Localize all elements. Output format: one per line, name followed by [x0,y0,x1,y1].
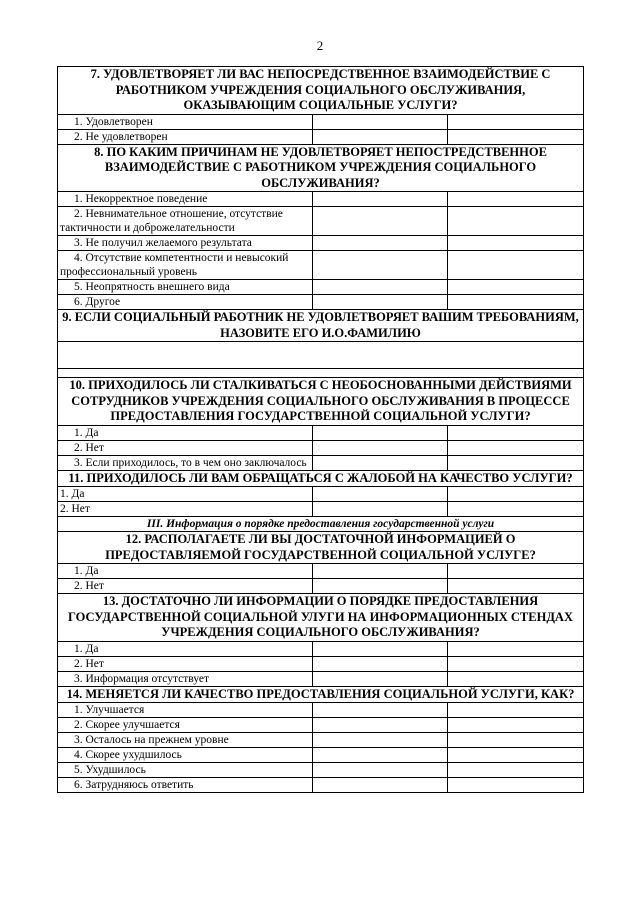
answer-cell[interactable] [313,236,448,251]
answer-cell[interactable] [448,763,584,778]
answer-cell[interactable] [448,564,584,579]
option-label: 2. Нет [58,656,313,671]
option-label: 2. Нет [58,579,313,594]
option-row [58,656,584,671]
answer-cell[interactable] [448,579,584,594]
option-label: 4. Скорее ухудшилось [58,748,313,763]
answer-cell[interactable] [313,703,448,718]
answer-cell[interactable] [313,748,448,763]
answer-cell[interactable] [448,280,584,295]
option-label: 3. Осталось на прежнем уровне [58,733,313,748]
option-row [58,114,584,129]
option-row [58,641,584,656]
option-row [58,207,584,236]
option-label: 6. Затрудняюсь ответить [58,778,313,793]
question-row [58,686,584,703]
answer-cell[interactable] [448,192,584,207]
question-text: 7. УДОВЛЕТВОРЯЕТ ЛИ ВАС НЕПОСРЕДСТВЕННОЕ ВЗАИМОДЕЙСТВИЕ С РАБОТНИКОМ УЧРЕЖДЕНИЯ СОЦИАЛЬНОГО ОБСЛУЖИВАНИЯ, ОКАЗЫВАЮЩИМ СОЦИАЛЬНЫЕ УСЛУГИ? [58,67,584,115]
question-text: 10. ПРИХОДИЛОСЬ ЛИ СТАЛКИВАТЬСЯ С НЕОБОСНОВАННЫМИ ДЕЙСТВИЯМИ СОТРУДНИКОВ УЧРЕЖДЕНИЯ СОЦИАЛЬНОГО ОБСЛУЖИВАНИЯ В ПРОЦЕССЕ ПРЕДОСТАВЛЕНИЯ ГОСУДАРСТВЕННОЙ СОЦИАЛЬНОЙ УСЛУГИ? [58,378,584,426]
answer-cell[interactable] [448,425,584,440]
answer-cell[interactable] [313,579,448,594]
name-answer-field[interactable] [58,342,584,369]
answer-cell[interactable] [448,207,584,236]
page-number: 2 [316,38,324,53]
answer-cell[interactable] [313,295,448,310]
option-row [58,251,584,280]
option-label: 5. Ухудшилось [58,763,313,778]
answer-cell[interactable] [448,502,584,517]
answer-cell[interactable] [313,502,448,517]
answer-cell[interactable] [313,763,448,778]
answer-cell[interactable] [448,114,584,129]
question-row [58,67,584,115]
option-row [58,236,584,251]
answer-cell[interactable] [448,778,584,793]
option-row [58,487,584,502]
answer-cell[interactable] [448,748,584,763]
answer-cell[interactable] [448,718,584,733]
option-label: 1. Да [58,487,313,502]
option-label: 6. Другое [58,295,313,310]
question-text: 11. ПРИХОДИЛОСЬ ЛИ ВАМ ОБРАЩАТЬСЯ С ЖАЛОБОЙ НА КАЧЕСТВО УСЛУГИ? [58,470,584,487]
answer-cell[interactable] [448,251,584,280]
answer-cell[interactable] [313,440,448,455]
option-row [58,671,584,686]
option-label: 1. Да [58,641,313,656]
answer-field-row[interactable] [58,342,584,369]
option-row [58,718,584,733]
answer-cell[interactable] [448,733,584,748]
option-label: 2. Скорее улучшается [58,718,313,733]
answer-cell[interactable] [313,778,448,793]
answer-cell[interactable] [313,671,448,686]
option-row [58,748,584,763]
answer-cell[interactable] [448,129,584,144]
spacer-row [58,369,584,378]
option-row [58,778,584,793]
option-row [58,295,584,310]
question-row [58,378,584,426]
option-row [58,703,584,718]
option-row [58,425,584,440]
question-text: 12. РАСПОЛАГАЕТЕ ЛИ ВЫ ДОСТАТОЧНОЙ ИНФОРМАЦИЕЙ О ПРЕДОСТАВЛЯЕМОЙ ГОСУДАРСТВЕННОЙ СОЦИАЛЬНОЙ УСЛУГЕ? [58,532,584,564]
option-row [58,733,584,748]
option-label: 2. Нет [58,440,313,455]
answer-cell[interactable] [448,295,584,310]
option-label: 3. Не получил желаемого результата [58,236,313,251]
answer-cell[interactable] [313,455,448,470]
option-row [58,564,584,579]
question-row [58,144,584,192]
question-text: 8. ПО КАКИМ ПРИЧИНАМ НЕ УДОВЛЕТВОРЯЕТ НЕПОСТРЕДСТВЕННОЕ ВЗАИМОДЕЙСТВИЕ С РАБОТНИКОМ УЧРЕЖДЕНИЯ СОЦИАЛЬНОГО ОБСЛУЖИВАНИЯ? [58,144,584,192]
option-row [58,455,584,470]
answer-cell[interactable] [448,641,584,656]
option-label: 1. Удовлетворен [58,114,313,129]
option-label: 1. Да [58,425,313,440]
answer-cell[interactable] [313,733,448,748]
answer-cell[interactable] [448,236,584,251]
question-row [58,310,584,342]
answer-cell[interactable] [313,487,448,502]
answer-cell[interactable] [313,129,448,144]
option-label: 1. Да [58,564,313,579]
answer-cell[interactable] [313,114,448,129]
option-label: 3. Если приходилось, то в чем оно заключалось [58,455,313,470]
answer-cell[interactable] [313,192,448,207]
answer-cell[interactable] [448,487,584,502]
option-row [58,763,584,778]
answer-cell[interactable] [313,564,448,579]
section-row [58,517,584,532]
answer-cell[interactable] [313,718,448,733]
answer-cell[interactable] [313,641,448,656]
question-row [58,470,584,487]
option-label: 2. Не удовлетворен [58,129,313,144]
question-text: 14. МЕНЯЕТСЯ ЛИ КАЧЕСТВО ПРЕДОСТАВЛЕНИЯ СОЦИАЛЬНОЙ УСЛУГИ, КАК? [58,686,584,703]
answer-cell[interactable] [313,280,448,295]
option-row [58,129,584,144]
option-row [58,192,584,207]
question-text: 9. ЕСЛИ СОЦИАЛЬНЫЙ РАБОТНИК НЕ УДОВЛЕТВОРЯЕТ ВАШИМ ТРЕБОВАНИЯМ, НАЗОВИТЕ ЕГО И.О.ФАМИЛИЮ [58,310,584,342]
question-row [58,532,584,564]
answer-cell[interactable] [313,207,448,236]
answer-cell[interactable] [448,455,584,470]
spacer-cell [58,369,584,378]
option-row [58,579,584,594]
option-row [58,502,584,517]
question-text: 13. ДОСТАТОЧНО ЛИ ИНФОРМАЦИИ О ПОРЯДКЕ ПРЕДОСТАВЛЕНИЯ ГОСУДАРСТВЕННОЙ СОЦИАЛЬНОЙ УЛУГИ НА ИНФОРМАЦИОННЫХ СТЕНДАХ УЧРЕЖДЕНИЯ СОЦИАЛЬНОГО ОБСЛУЖИВАНИЯ? [58,594,584,642]
question-row [58,594,584,642]
option-label: 5. Неопрятность внешнего вида [58,280,313,295]
option-label: 1. Улучшается [58,703,313,718]
option-label: 2. Нет [58,502,313,517]
option-row [58,440,584,455]
answer-cell[interactable] [313,425,448,440]
answer-cell[interactable] [448,703,584,718]
option-label: 1. Некорректное поведение [58,192,313,207]
survey-table [57,66,584,793]
option-label: 4. Отсутствие компетентности и невысокий профессиональный уровень [58,251,313,280]
answer-cell[interactable] [448,671,584,686]
option-label: 3. Информация отсутствует [58,671,313,686]
section-heading: III. Информация о порядке предоставления государственной услуги [58,517,584,532]
option-label: 2. Невнимательное отношение, отсутствие тактичности и доброжелательности [58,207,313,236]
option-row [58,280,584,295]
answer-cell[interactable] [448,440,584,455]
answer-cell[interactable] [313,251,448,280]
answer-cell[interactable] [313,656,448,671]
answer-cell[interactable] [448,656,584,671]
